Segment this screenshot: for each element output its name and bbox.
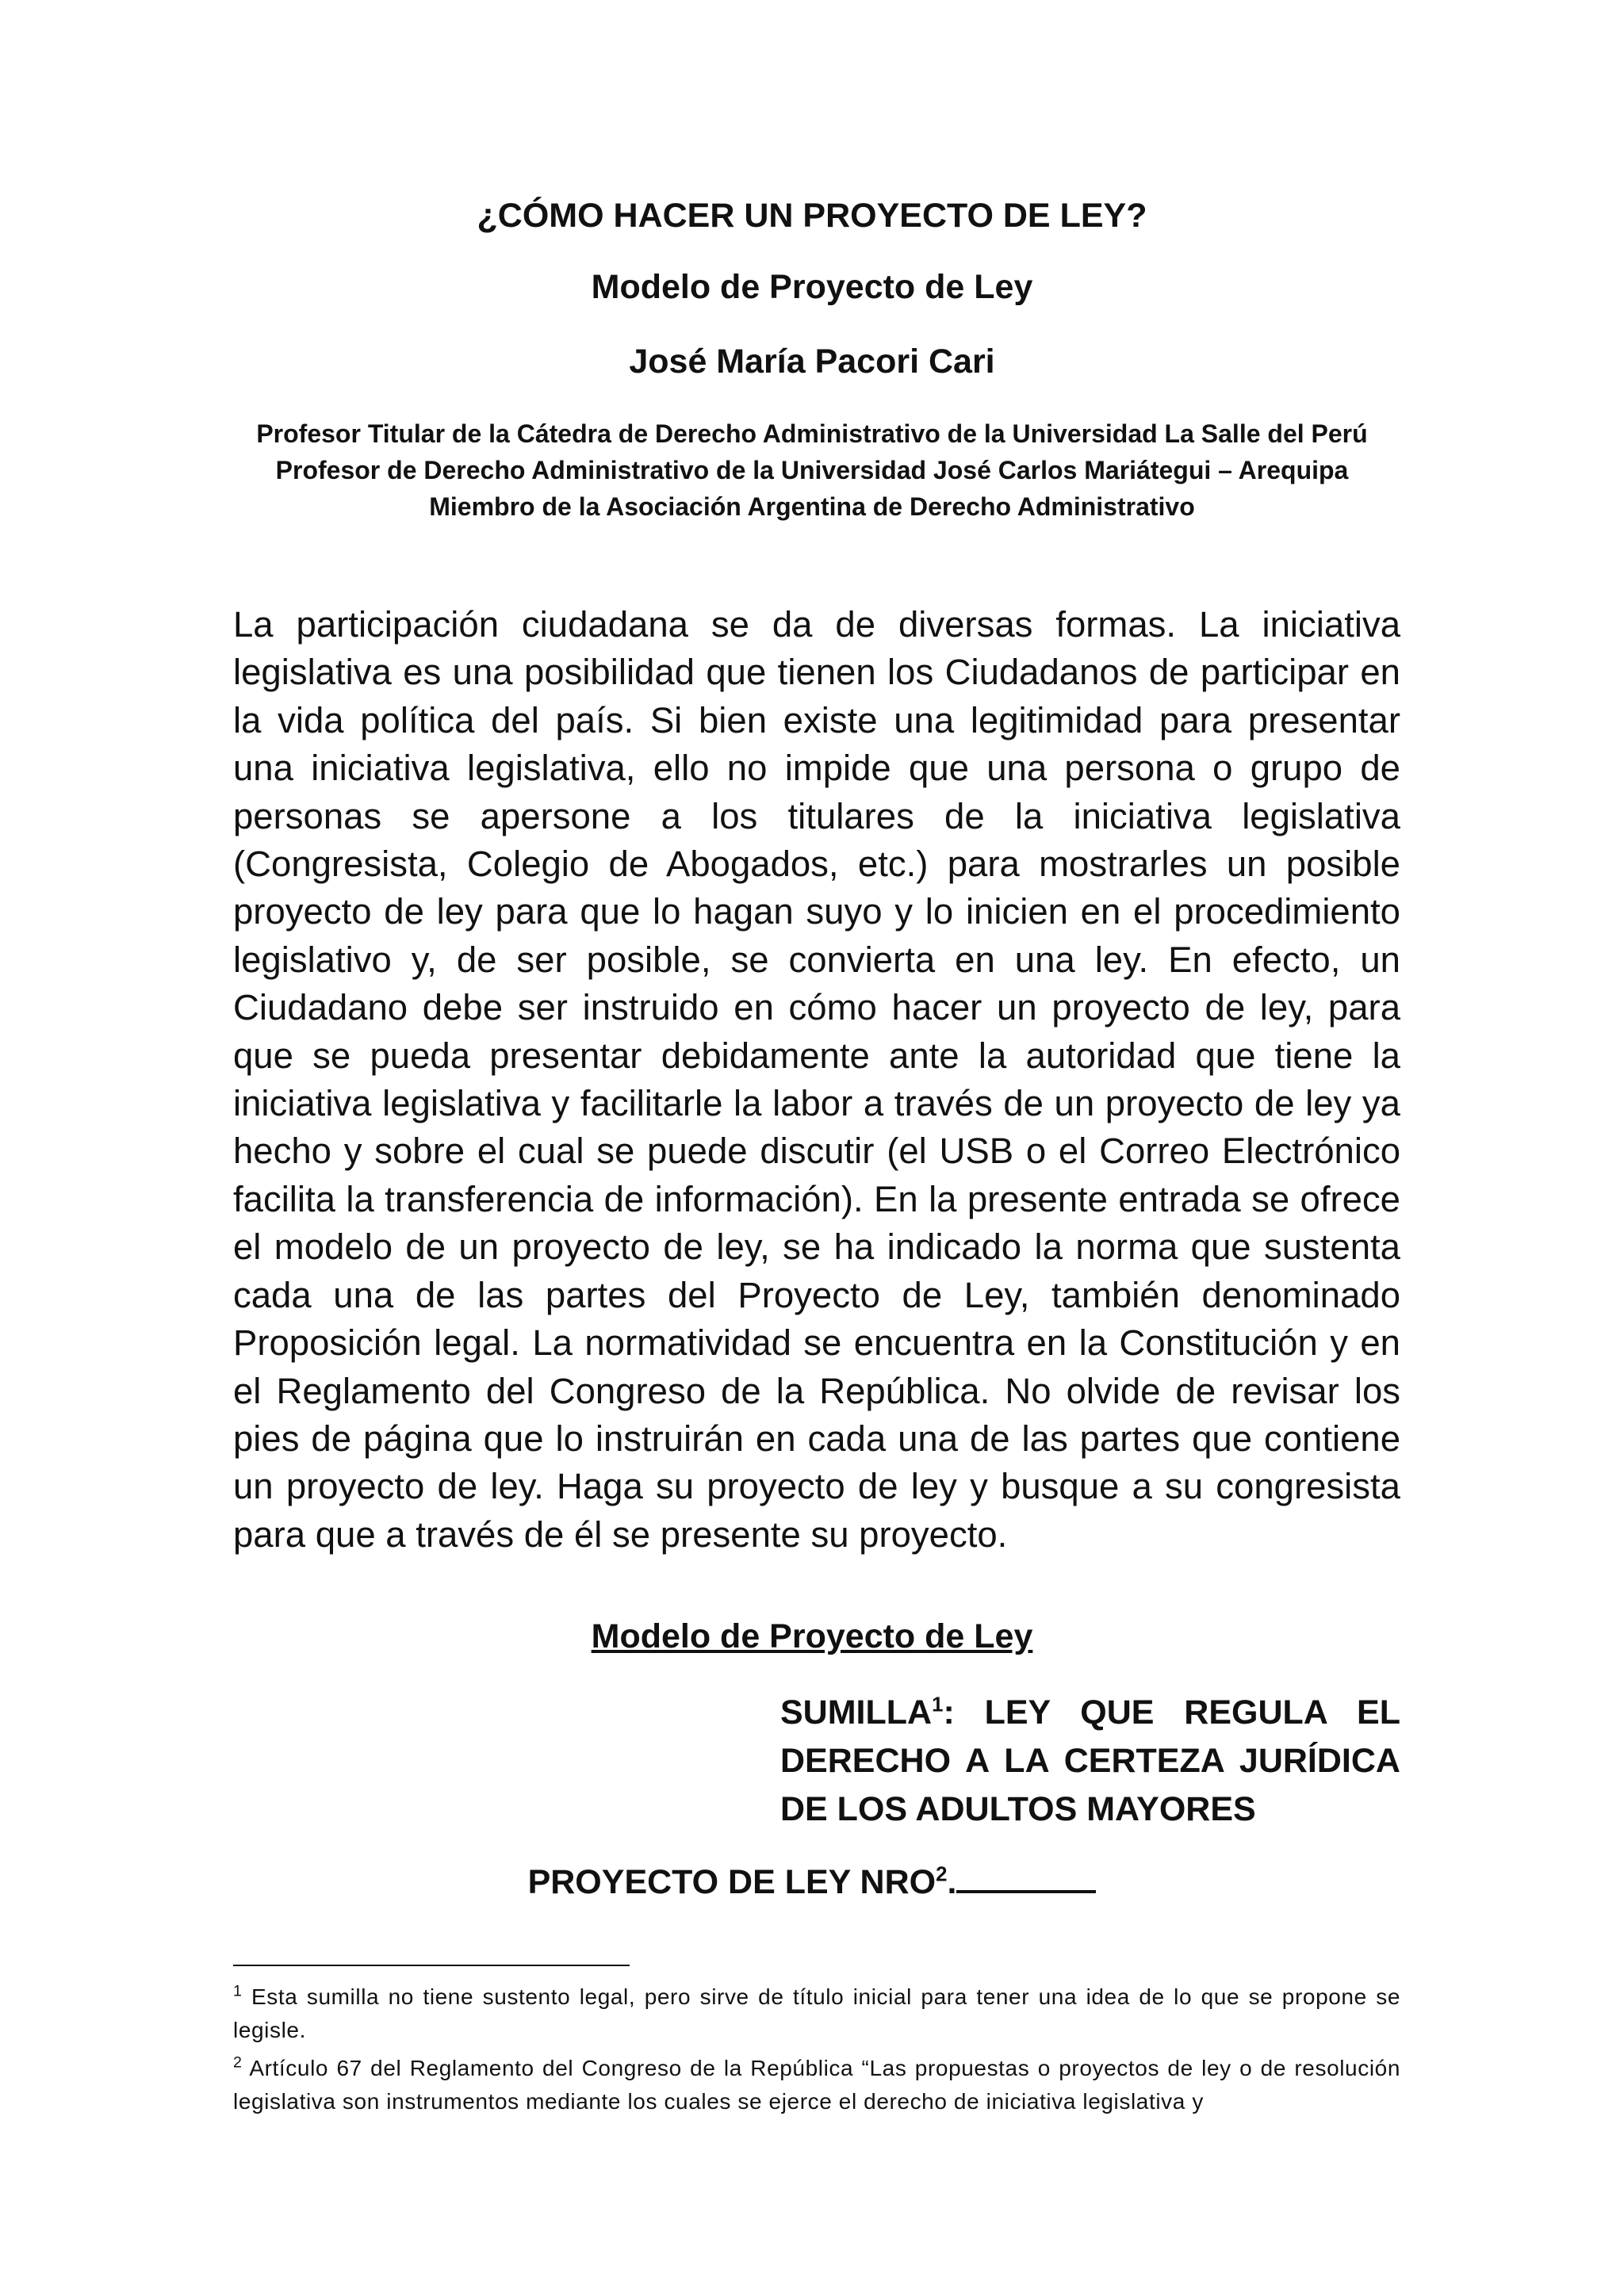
footnote-1 — [233, 1980, 1400, 2047]
proyecto-suffix: . — [947, 1863, 957, 1901]
intro-paragraph: La participación ciudadana se da de diversas formas. La iniciativa legislativa es una posibilidad que tienen los Ciudadanos de participar en la vida política del país. Si bien existe una legitimidad para presentar una iniciativa legislativa, ello no impide que una persona o grupo de personas se apersone a los titulares de la iniciativa legislativa (Congresista, Colegio de Abogados, etc.) para mostrarles un posible proyecto de ley para que lo hagan suyo y lo inicien en el procedimiento legislativo y, de ser posible, se convierta en una ley. En efecto, un Ciudadano debe ser instruido en cómo hacer un proyecto de ley, para que se pueda presentar debidamente ante la autoridad que tiene la iniciativa legislativa y facilitarle la labor a través de un proyecto de ley ya hecho y sobre el cual se puede discutir (el USB o el Correo Electrónico facilita la transferencia de información). En la presente entrada se ofrece el modelo de un proyecto de ley, se ha indicado la norma que sustenta cada una de las partes del Proyecto de Ley, también denominado Proposición legal. La normatividad se encuentra en la Constitución y en el Reglamento del Congreso de la República. No olvide de revisar los pies de página que lo instruirán en cada una de las partes que contiene un proyecto de ley. Haga su proyecto de ley y busque a su congresista para que a través de él se presente su proyecto. — [233, 604, 1400, 1555]
author-affiliations — [190, 415, 1434, 525]
footnote-text: Esta sumilla no tiene sustento legal, pero sirve de título inicial para tener una idea de lo que se propone se legisle. — [233, 1984, 1400, 2042]
document-title: ¿CÓMO HACER UN PROYECTO DE LEY? — [477, 197, 1147, 235]
number-blank-line — [956, 1862, 1096, 1893]
footnote-2 — [233, 2052, 1400, 2118]
footnote-ref-1[interactable]: 1 — [932, 1693, 944, 1716]
author-name: José María Pacori Cari — [629, 342, 995, 381]
footnote-number: 1 — [233, 1982, 243, 2000]
footnote-ref-2[interactable]: 2 — [936, 1863, 948, 1886]
document-subtitle: Modelo de Proyecto de Ley — [591, 268, 1033, 306]
sumilla-text: : LEY QUE REGULA EL DERECHO A LA CERTEZA JURÍDICA DE LOS ADULTOS MAYORES — [780, 1693, 1400, 1828]
footnote-separator — [233, 1965, 630, 1966]
affiliation-line: Profesor de Derecho Administrativo de la Universidad José Carlos Mariátegui – Arequipa — [275, 456, 1349, 484]
proyecto-number-line — [0, 1862, 1624, 1902]
affiliation-line: Profesor Titular de la Cátedra de Derecho Administrativo de la Universidad La Salle del Perú — [256, 419, 1368, 448]
sumilla-label: SUMILLA — [780, 1693, 933, 1732]
footnote-text: Artículo 67 del Reglamento del Congreso de la República “Las propuestas o proyectos de ley o de resolución legislativa son instrumentos mediante los cuales se ejerce el derecho de iniciativa legislativa y — [233, 2056, 1400, 2114]
affiliation-line: Miembro de la Asociación Argentina de Derecho Administrativo — [429, 492, 1195, 521]
model-heading: Modelo de Proyecto de Ley — [591, 1617, 1033, 1655]
sumilla-block — [780, 1689, 1400, 1834]
footnotes — [233, 1980, 1400, 2123]
proyecto-label: PROYECTO DE LEY NRO — [527, 1863, 936, 1901]
footnote-number: 2 — [233, 2053, 243, 2072]
